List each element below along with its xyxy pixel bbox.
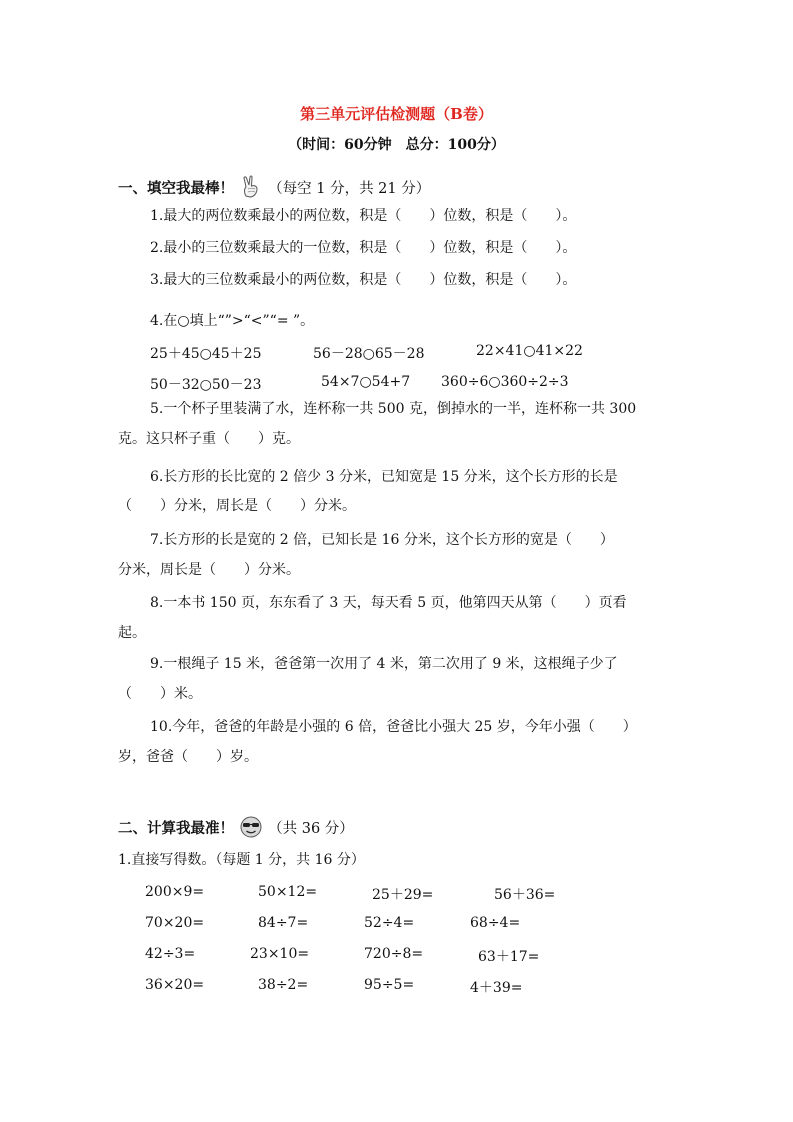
section-1-title: 一、填空我最棒！ bbox=[118, 180, 234, 197]
calc-item: 52÷4= bbox=[364, 915, 415, 931]
calc-item: 84÷7= bbox=[258, 915, 309, 931]
calc-item: 720÷8= bbox=[364, 946, 424, 962]
sunglasses-smiley-icon bbox=[239, 816, 263, 842]
question-1: 1.最大的两位数乘最小的两位数，积是（ ）位数，积是（ ）。 bbox=[150, 208, 577, 224]
section-1-note: （每空 1 分，共 21 分） bbox=[268, 181, 431, 197]
question-9-line-2: （ ）米。 bbox=[118, 686, 202, 702]
question-9-line-1: 9.一根绳子 15 米，爸爸第一次用了 4 米，第二次用了 9 米，这根绳子少了 bbox=[150, 656, 618, 672]
compare-item: 360÷6○360÷2÷3 bbox=[441, 374, 569, 390]
calc-item: 68÷4= bbox=[470, 915, 521, 931]
page-title: 第三单元评估检测题（B卷） bbox=[300, 105, 493, 123]
question-5-line-1: 5.一个杯子里装满了水，连杯称一共 500 克，倒掉水的一半，连杯称一共 300 bbox=[150, 401, 637, 417]
question-2: 2.最小的三位数乘最大的一位数，积是（ ）位数，积是（ ）。 bbox=[150, 240, 577, 256]
calc-item: 50×12= bbox=[258, 884, 318, 900]
victory-hand-icon bbox=[239, 175, 263, 203]
calc-item: 63＋17= bbox=[478, 949, 540, 965]
question-7-line-1: 7.长方形的长是宽的 2 倍，已知长是 16 分米，这个长方形的宽是（ ） bbox=[150, 532, 614, 548]
question-7-line-2: 分米，周长是（ ）分米。 bbox=[118, 562, 300, 578]
question-10-line-1: 10.今年，爸爸的年龄是小强的 6 倍，爸爸比小强大 25 岁，今年小强（ ） bbox=[150, 719, 637, 735]
question-3: 3.最大的三位数乘最小的两位数，积是（ ）位数，积是（ ）。 bbox=[150, 272, 577, 288]
compare-item: 25＋45○45＋25 bbox=[150, 346, 262, 362]
calc-item: 56＋36= bbox=[494, 887, 556, 903]
compare-item: 56－28○65－28 bbox=[313, 346, 425, 362]
question-6-line-2: （ ）分米，周长是（ ）分米。 bbox=[118, 498, 356, 514]
question-4-prompt: 4.在○填上“”>“<”“= ”。 bbox=[150, 313, 315, 329]
question-8-line-1: 8.一本书 150 页，东东看了 3 天，每天看 5 页，他第四天从第（ ）页看 bbox=[150, 595, 627, 611]
section-1-heading bbox=[118, 175, 430, 203]
compare-item: 50－32○50－23 bbox=[150, 377, 262, 393]
calc-item: 4＋39= bbox=[470, 980, 523, 996]
exam-info: （时间：60分钟 总分：100分） bbox=[288, 137, 505, 153]
question-5-line-2: 克。这只杯子重（ ）克。 bbox=[118, 431, 300, 447]
section-2-note: （共 36 分） bbox=[268, 821, 354, 837]
question-8-line-2: 起。 bbox=[118, 625, 146, 641]
question-6-line-1: 6.长方形的长比宽的 2 倍少 3 分米，已知宽是 15 分米，这个长方形的长是 bbox=[150, 469, 618, 485]
section-2-heading bbox=[118, 816, 354, 842]
calc-item: 42÷3= bbox=[145, 946, 196, 962]
calc-item: 23×10= bbox=[250, 946, 310, 962]
calc-subheading: 1.直接写得数。（每题 1 分，共 16 分） bbox=[118, 852, 365, 868]
calc-item: 95÷5= bbox=[364, 977, 415, 993]
calc-item: 25＋29= bbox=[372, 887, 434, 903]
question-10-line-2: 岁，爸爸（ ）岁。 bbox=[118, 749, 258, 765]
calc-item: 38÷2= bbox=[258, 977, 309, 993]
compare-item: 22×41○41×22 bbox=[476, 343, 583, 359]
calc-item: 36×20= bbox=[145, 977, 205, 993]
section-2-title: 二、计算我最准！ bbox=[118, 820, 234, 837]
compare-item: 54×7○54+7 bbox=[321, 374, 411, 390]
calc-item: 200×9= bbox=[145, 884, 205, 900]
calc-item: 70×20= bbox=[145, 915, 205, 931]
